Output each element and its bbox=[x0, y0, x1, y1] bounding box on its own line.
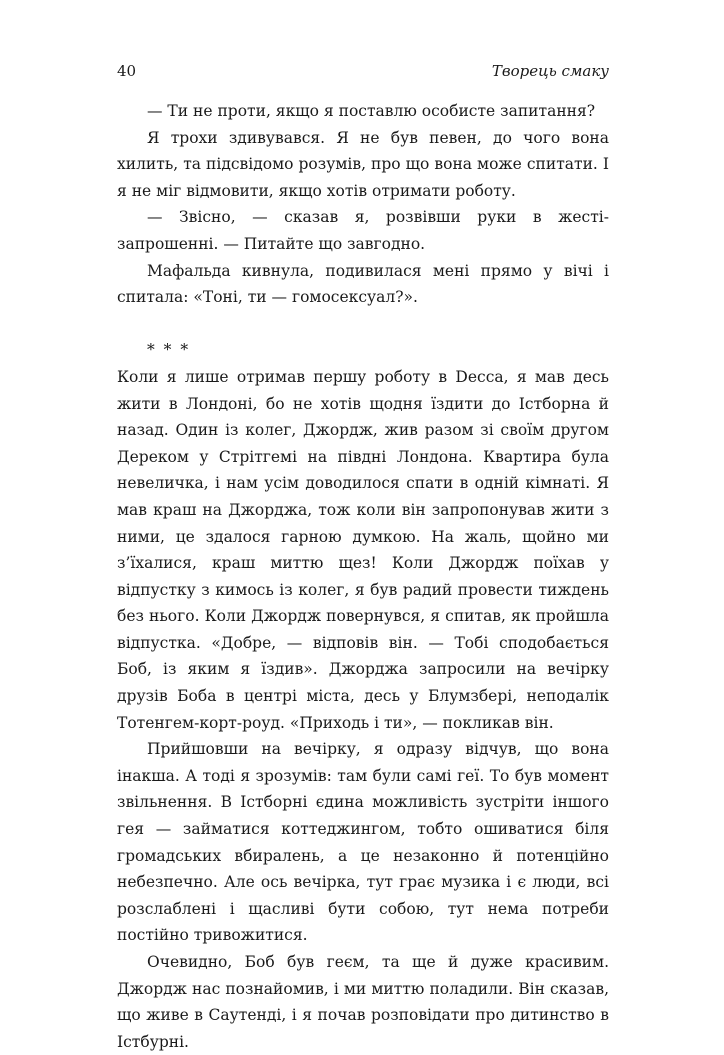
page-header bbox=[117, 62, 609, 86]
page-number: 40 bbox=[117, 62, 137, 80]
paragraph: Я трохи здивувався. Я не був певен, до чого вона хилить, та підсвідомо розумів, про що вона може спитати. І я не міг відмовити, якщо хотів отримати роботу. bbox=[117, 128, 609, 200]
paragraph: Коли я лише отримав першу роботу в Decca, я мав десь жити в Лондоні, бо не хотів щодня їздити до Істборна й назад. Один із колег, Джордж, жив разом зі своїм другом Дереком у Стрітгемі на півдні Лондона. Квартира була невеличка, і нам усім доводилося спати в одній кімнаті. Я мав краш на Джорджа, тож коли він запропонував жити з ними, це здалося гарною думкою. На жаль, щойно ми з’їхалися, краш миттю щез! Коли Джордж поїхав у відпустку з кимось із колег, я був радий провести тиждень без нього. Коли Джордж повернувся, я спитав, як пройшла відпустка. «Добре, — відповів він. — Тобі сподобається Боб, із яким я їздив». Джорджа запросили на вечірку друзів Боба в центрі міста, десь у Блумзбері, неподалік Тотенгем-корт-роуд. «Приходь і ти», — покликав він. bbox=[117, 367, 609, 732]
paragraph: — Ти не проти, якщо я поставлю особисте запитання? bbox=[147, 102, 596, 120]
paragraph: — Звісно, — сказав я, розвівши руки в жесті-запрошенні. — Питайте що завгодно. bbox=[117, 208, 609, 253]
paragraph: Очевидно, Боб був геєм, та ще й дуже красивим. Джордж нас познайомив, і ми миттю поладили. Він сказав, що живе в Саутенді, і я почав розповідати про дитинство в Істбурні. bbox=[117, 953, 609, 1051]
running-title: Творець смаку bbox=[491, 62, 609, 80]
paragraph: Прийшовши на вечірку, я одразу відчув, що вона інакша. А тоді я зрозумів: там були самі геї. То був момент звільнення. В Істборні єдина можливість зустріти іншого гея — займатися коттеджингом, тобто ошиватися біля громадських вбиралень, а це незаконно й потенційно небезпечно. Але ось вечірка, тут грає музика і є люди, всі розслаблені і щасливі бути собою, тут нема потреби постійно тривожитися. bbox=[117, 740, 609, 945]
body-text bbox=[117, 98, 609, 1055]
section-break: * * * bbox=[147, 341, 191, 360]
paragraph: Мафальда кивнула, подивилася мені прямо у вічі і спитала: «Тоні, ти — гомосексуал?». bbox=[117, 261, 609, 307]
